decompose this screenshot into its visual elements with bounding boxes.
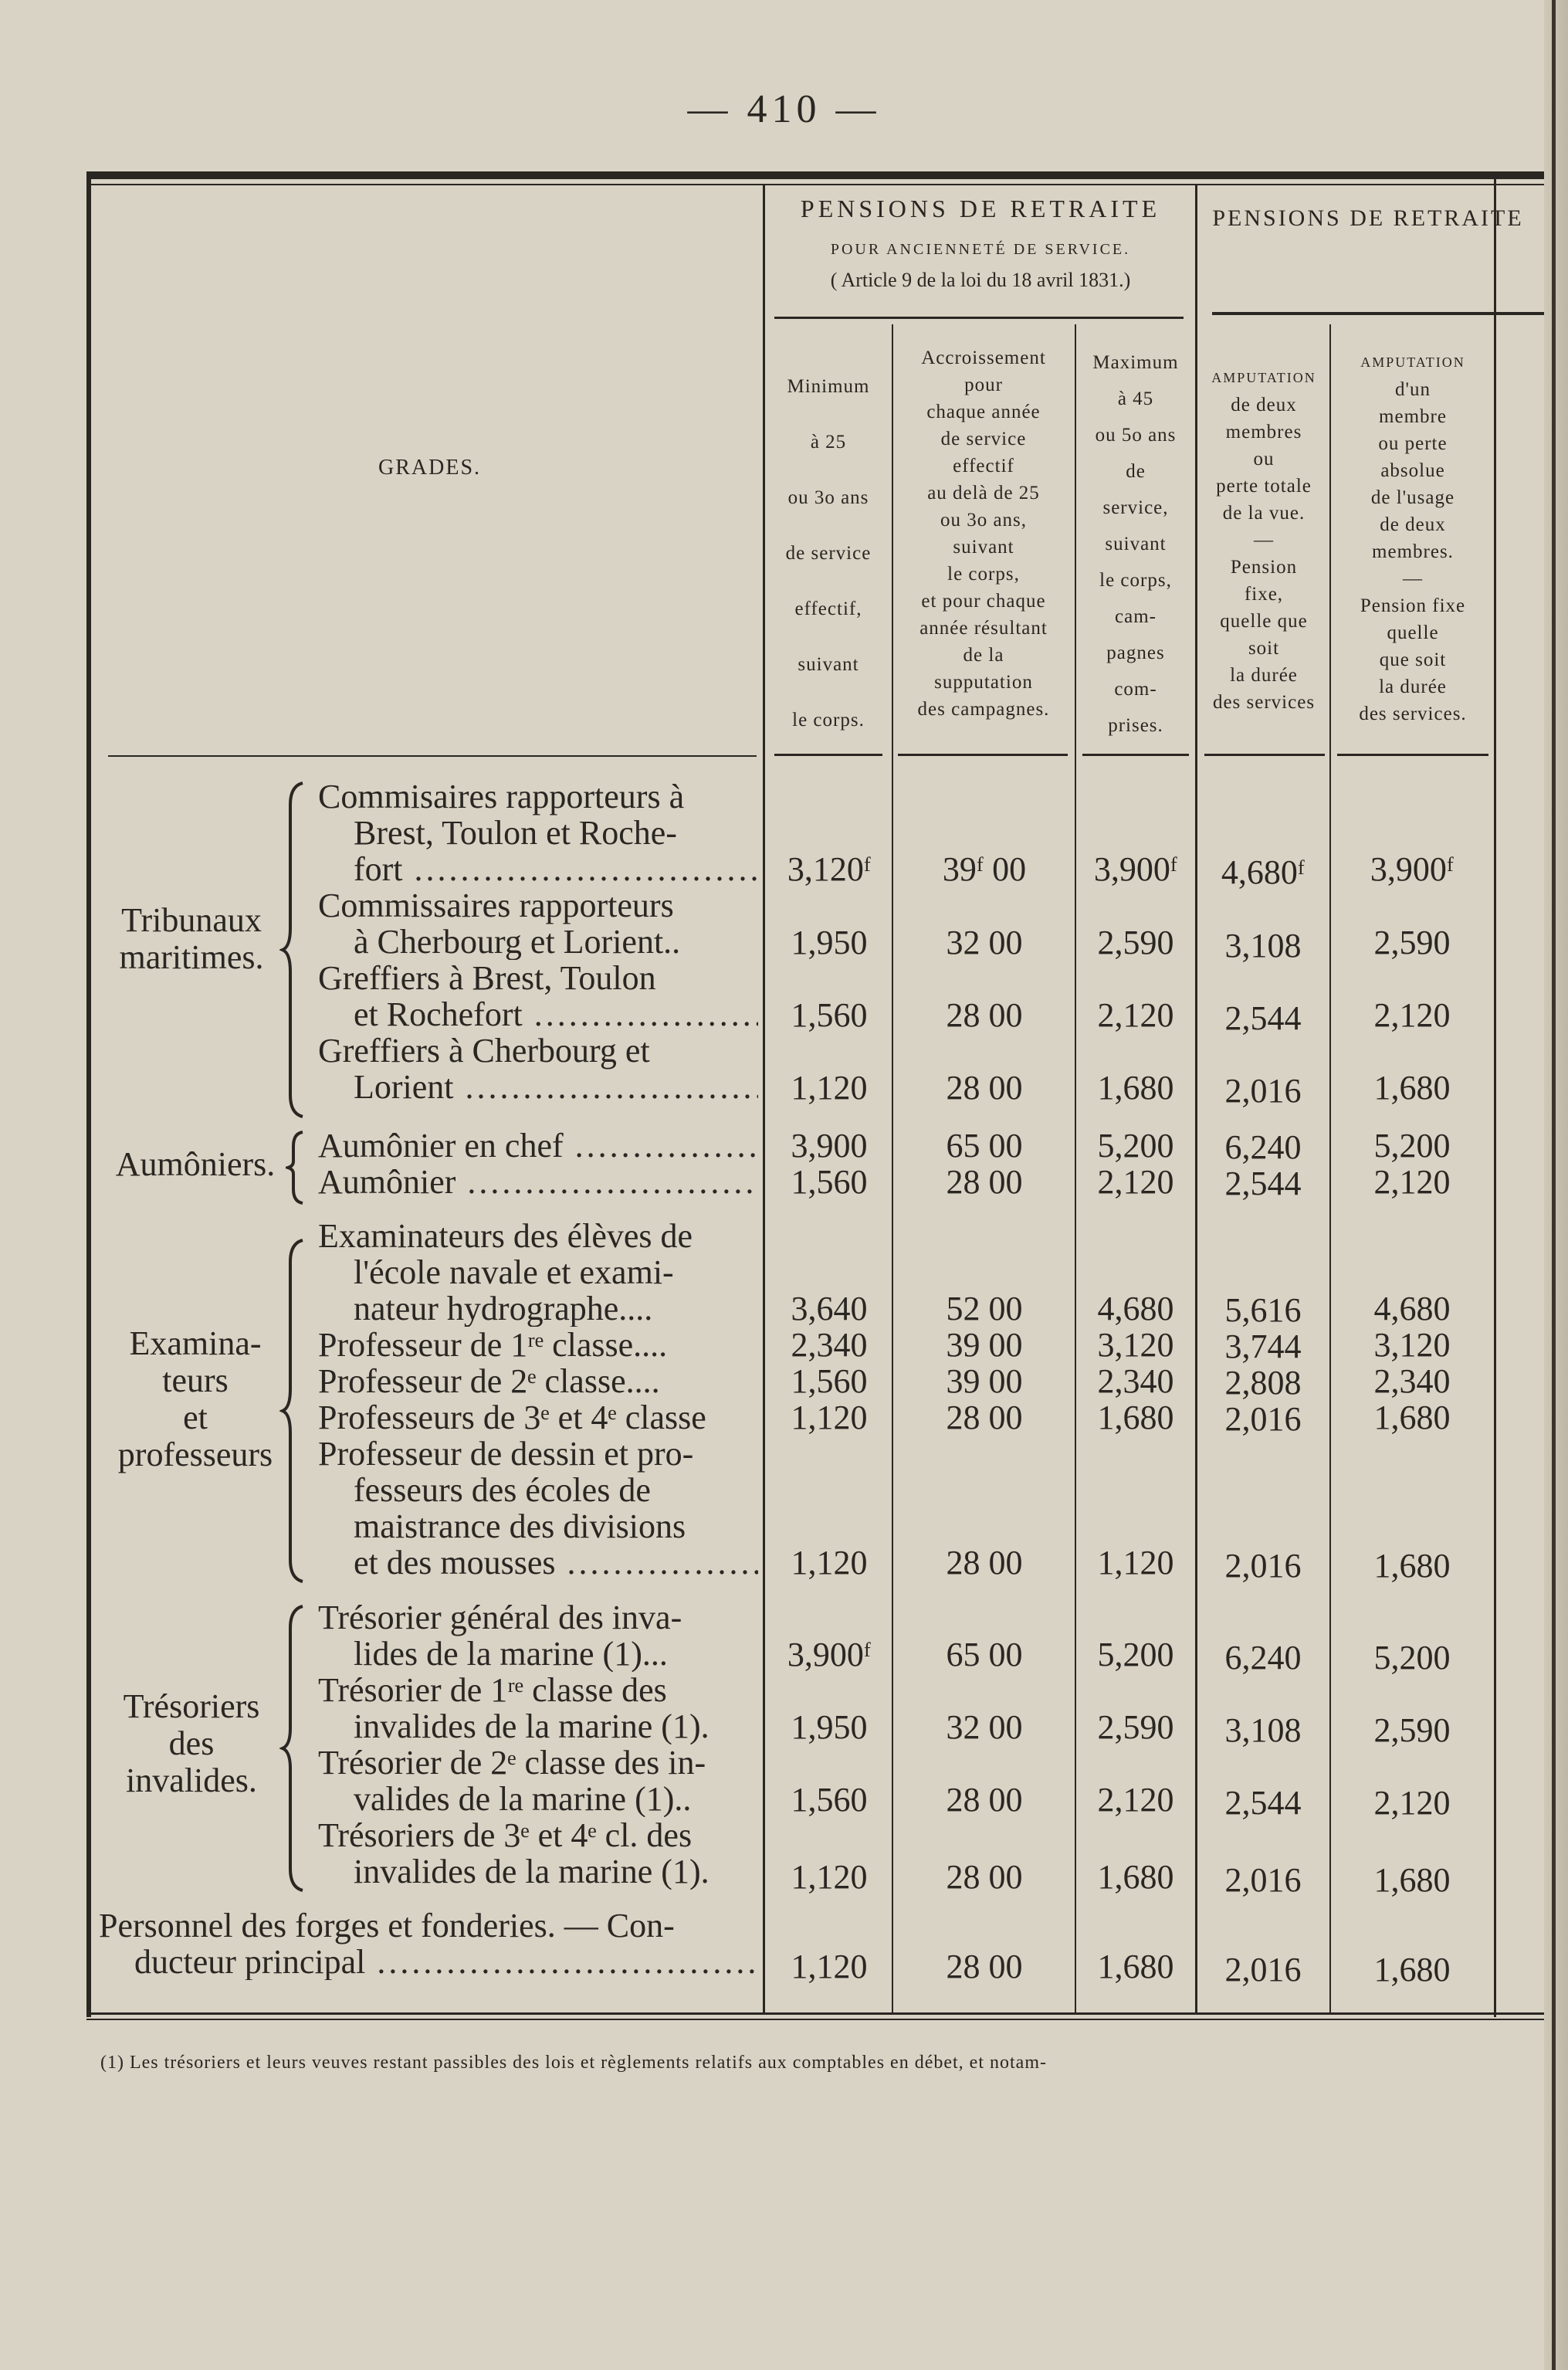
group-label-tresoriers: Trésoriers des invalides. [123,1687,260,1799]
value-amputation-un: 3,120 [1373,1326,1451,1364]
value-accroissement: 39ᶠ 00 [942,850,1027,888]
value-maximum: 5,200 [1097,1636,1174,1673]
header-bottom-rule-c1 [774,754,882,756]
value-minimum: 1,120 [791,1544,868,1582]
value-maximum: 3,120 [1097,1326,1174,1364]
value-maximum: 1,120 [1097,1544,1174,1582]
header-group-left-title: PENSIONS DE RETRAITE [800,195,1161,222]
value-maximum: 1,680 [1097,1399,1174,1436]
header-bottom-rule-c5 [1337,754,1488,756]
grade-cell: Examinateurs des élèves de l'école navale et exami- nateur hydrographe.... [318,1218,693,1327]
brace-examinateurs [279,1239,310,1583]
value-amputation-deux: 2,544 [1224,999,1302,1037]
group-label-examinateurs: Examina- teurs et professeurs [117,1324,273,1473]
value-accroissement: 28 00 [946,1163,1023,1201]
value-amputation-un: 2,120 [1373,1163,1451,1201]
col-sep-1 [892,324,893,2012]
value-amputation-deux: 3,744 [1224,1327,1302,1365]
header-group-right-title: PENSIONS DE RETRAITE [1212,205,1524,231]
col-head-maximum: Maximum à 45 ou 5o ans de service, suivant le corps, cam- pagnes com- prises. [1092,352,1179,736]
col-head-accroissement: Accroissement pour chaque année de service effectif au delà de 25 ou 3o ans, suivant le corps, et pour chaque année résultant de la supputation des campagnes. [917,348,1050,720]
value-amputation-un: 1,680 [1373,1399,1451,1436]
value-maximum: 1,680 [1097,1948,1174,1985]
value-amputation-un: 2,120 [1373,996,1451,1034]
value-accroissement: 28 00 [946,1544,1023,1582]
grade-cell: Trésorier général des inva- lides de la marine (1)... [318,1599,682,1672]
page-edge [1544,0,1568,2370]
grade-cell-forges: Personnel des forges et fonderies. — Con- ducteur principal ..... [99,1907,760,1980]
value-minimum: 1,950 [791,1708,868,1746]
value-maximum: 5,200 [1097,1127,1174,1165]
value-accroissement: 28 00 [946,996,1023,1034]
header-group-left-subtitle: POUR ANCIENNETÉ DE SERVICE. [830,241,1131,258]
grade-cell: Greffiers à Cherbourg et Lorient ..... [318,1032,758,1105]
header-bottom-rule-c2 [898,754,1068,756]
value-amputation-deux: 6,240 [1224,1639,1302,1677]
group-label-aumoniers: Aumôniers. [115,1145,276,1183]
value-accroissement: 65 00 [946,1127,1023,1165]
col-sep-grades [763,185,765,2012]
value-maximum: 2,340 [1097,1362,1174,1400]
table-top-rule [86,171,1553,179]
value-amputation-deux: 2,016 [1224,1072,1302,1110]
value-accroissement: 28 00 [946,1399,1023,1436]
value-maximum: 2,120 [1097,1781,1174,1819]
value-amputation-deux: 6,240 [1224,1128,1302,1166]
group-label-tribunaux: Tribunaux maritimes. [119,901,264,976]
col-head-amputation-un: AMPUTATION d'un membre ou perte absolue de l'usage de deux membres. — Pension fixe quelle que soit la durée des services. [1359,354,1467,724]
header-grades: GRADES. [378,456,482,480]
header-bottom-rule-c3 [1082,754,1189,756]
header-bottom-rule-grades [108,755,757,757]
value-amputation-deux: 2,544 [1224,1165,1302,1202]
value-amputation-deux: 2,544 [1224,1784,1302,1822]
value-minimum: 1,560 [791,1362,868,1400]
value-amputation-deux: 2,016 [1224,1861,1302,1899]
value-amputation-deux: 2,016 [1224,1400,1302,1438]
value-maximum: 2,590 [1097,1708,1174,1746]
col-sep-3 [1195,185,1197,2012]
value-amputation-deux: 2,808 [1224,1364,1302,1402]
value-maximum: 4,680 [1097,1290,1174,1327]
value-accroissement: 52 00 [946,1290,1023,1327]
value-maximum: 2,120 [1097,996,1174,1034]
value-accroissement: 32 00 [946,924,1023,961]
value-amputation-un: 2,590 [1373,924,1451,961]
table-left-border [86,179,91,2017]
brace-aumoniers [286,1131,309,1205]
value-amputation-un: 2,340 [1373,1362,1451,1400]
value-accroissement: 28 00 [946,1069,1023,1107]
grade-cell: Aumônier en chef ..... [318,1127,758,1164]
value-maximum: 1,680 [1097,1069,1174,1107]
value-amputation-un: 4,680 [1373,1290,1451,1327]
value-accroissement: 28 00 [946,1948,1023,1985]
grade-cell: Commisaires rapporteurs à Brest, Toulon et Roche- fort ..... [318,778,758,887]
value-amputation-deux: 5,616 [1224,1291,1302,1329]
value-amputation-un: 2,120 [1373,1784,1451,1822]
value-amputation-deux: 2,016 [1224,1547,1302,1585]
value-amputation-un: 1,680 [1373,1547,1451,1585]
brace-tribunaux [279,782,310,1118]
value-amputation-un: 2,590 [1373,1711,1451,1749]
value-accroissement: 28 00 [946,1781,1023,1819]
value-amputation-un: 5,200 [1373,1639,1451,1677]
value-amputation-deux: 4,680ᶠ [1221,853,1306,891]
value-minimum: 3,640 [791,1290,868,1327]
grade-cell: Trésorier de 1ʳᵉ classe des invalides de la marine (1). [318,1672,709,1744]
footnote: (1) Les trésoriers et leurs veuves restant passibles des lois et règlements relatifs aux comptables en débet, et notam- [100,2053,1047,2073]
value-maximum: 2,120 [1097,1163,1174,1201]
value-amputation-un: 3,900ᶠ [1370,850,1455,888]
value-minimum: 2,340 [791,1326,868,1364]
page-number: — 410 — [687,87,881,131]
grade-cell: Professeurs de 3ᵉ et 4ᵉ classe [318,1399,706,1436]
value-minimum: 3,900 [791,1127,868,1165]
value-minimum: 3,120ᶠ [787,850,872,888]
grade-cell: Professeur de 2ᵉ classe.... [318,1363,660,1399]
grade-cell: Professeur de dessin et pro- fesseurs des écoles de maistrance des divisions et des mousses ..... [318,1436,758,1581]
value-amputation-deux: 3,108 [1224,1711,1302,1749]
value-accroissement: 65 00 [946,1636,1023,1673]
value-accroissement: 39 00 [946,1362,1023,1400]
value-maximum: 2,590 [1097,924,1174,961]
header-group-left-article: ( Article 9 de la loi du 18 avril 1831.) [830,269,1131,291]
table-bottom-rule-thin [86,2019,1553,2020]
header-bottom-rule-c4 [1204,754,1325,756]
value-amputation-deux: 2,016 [1224,1951,1302,1989]
header-rule-right [1212,312,1544,315]
header-rule-left [774,317,1184,319]
col-sep-4 [1329,324,1331,2012]
grade-cell: Trésorier de 2ᵉ classe des in- valides de la marine (1).. [318,1744,706,1817]
value-amputation-un: 1,680 [1373,1069,1451,1107]
grade-cell: Trésoriers de 3ᵉ et 4ᵉ cl. des invalides de la marine (1). [318,1817,709,1890]
value-maximum: 3,900ᶠ [1093,850,1178,888]
table-bottom-rule [86,2012,1553,2015]
value-minimum: 1,120 [791,1069,868,1107]
page-edge-line [1552,0,1556,2370]
value-amputation-deux: 3,108 [1224,927,1302,965]
value-amputation-un: 5,200 [1373,1127,1451,1165]
col-head-amputation-deux: AMPUTATION de deux membres ou perte totale de la vue. — Pension fixe, quelle que soit la durée des services [1211,370,1316,713]
value-amputation-un: 1,680 [1373,1951,1451,1989]
value-amputation-un: 1,680 [1373,1861,1451,1899]
value-minimum: 1,560 [791,1163,868,1201]
value-minimum: 3,900ᶠ [787,1636,872,1673]
grade-cell: Aumônier ..... [318,1164,758,1200]
value-minimum: 1,120 [791,1399,868,1436]
value-maximum: 1,680 [1097,1858,1174,1896]
value-accroissement: 28 00 [946,1858,1023,1896]
value-minimum: 1,560 [791,1781,868,1819]
value-minimum: 1,560 [791,996,868,1034]
table-top-rule-thin [86,184,1553,185]
value-accroissement: 39 00 [946,1326,1023,1364]
grade-cell: Professeur de 1ʳᵉ classe.... [318,1327,668,1363]
col-sep-2 [1075,324,1076,2012]
grade-cell: Commissaires rapporteurs à Cherbourg et Lorient.. [318,887,681,960]
value-accroissement: 32 00 [946,1708,1023,1746]
grade-cell: Greffiers à Brest, Toulon et Rochefort ..... [318,960,758,1032]
value-minimum: 1,120 [791,1948,868,1985]
table-right-border [1494,179,1496,2017]
value-minimum: 1,120 [791,1858,868,1896]
col-head-minimum: Minimum à 25 ou 3o ans de service effectif, suivant le corps. [785,376,872,731]
brace-tresoriers [279,1605,310,1892]
value-minimum: 1,950 [791,924,868,961]
